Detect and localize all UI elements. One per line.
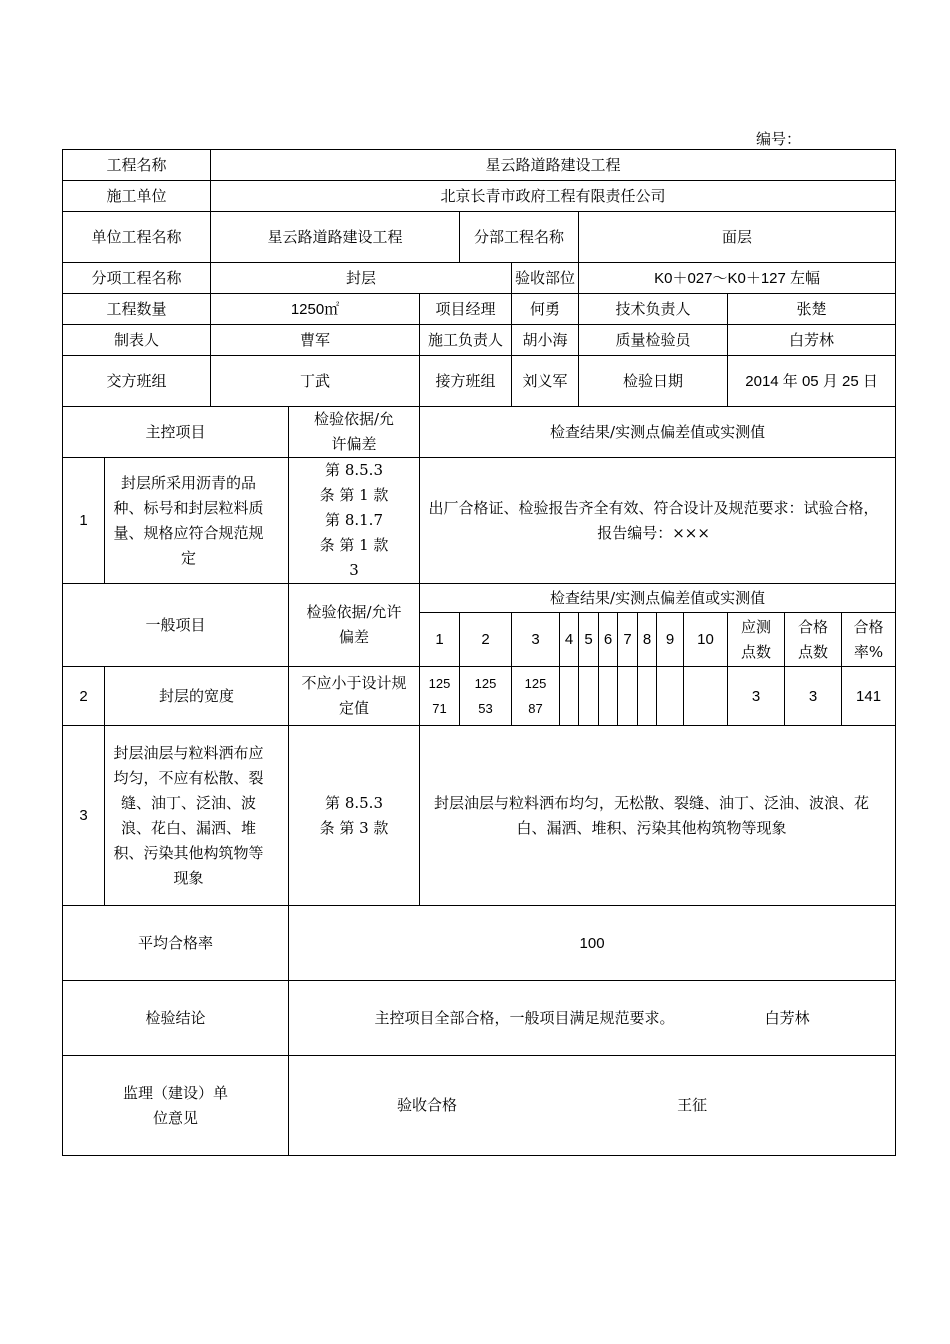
- row-supervision: [63, 1056, 896, 1156]
- supervision-signature: 王征: [677, 1096, 708, 1114]
- conclusion-label: 检验结论: [63, 981, 289, 1056]
- point-10-header: 10: [684, 613, 728, 667]
- supervision-cell: [289, 1056, 896, 1156]
- row-average-rate: [63, 906, 896, 981]
- row-item-2: [63, 667, 896, 726]
- quality-inspector-value: 白芳林: [728, 325, 896, 356]
- item-2-point-3: 125 87: [512, 667, 560, 726]
- point-6-header: 6: [599, 613, 618, 667]
- site-lead-value: 胡小海: [512, 325, 579, 356]
- conclusion-cell: [289, 981, 896, 1056]
- location-value: K0＋027～K0＋127 左幅: [579, 263, 896, 294]
- item-1-result: 出厂合格证、检验报告齐全有效、符合设计及规范要求：试验合格，报告编号：×××: [420, 458, 896, 584]
- item-2-description: 封层的宽度: [105, 667, 289, 726]
- serial-number-label: 编号：: [756, 130, 802, 148]
- project-manager-value: 何勇: [512, 294, 579, 325]
- point-4-header: 4: [560, 613, 579, 667]
- general-label: 一般项目: [63, 584, 289, 667]
- inspection-date-label: 检验日期: [579, 356, 728, 407]
- tech-lead-value: 张楚: [728, 294, 896, 325]
- main-basis-label: 检验依据/允许偏差: [289, 407, 420, 458]
- pass-points-label: 合格点数: [785, 613, 842, 667]
- row-conclusion: [63, 981, 896, 1056]
- row-item-project: [63, 263, 896, 294]
- handover-team-label: 交方班组: [63, 356, 211, 407]
- contractor-label: 施工单位: [63, 181, 211, 212]
- conclusion-text: 主控项目全部合格，一般项目满足规范要求。: [374, 1008, 675, 1027]
- tech-lead-label: 技术负责人: [579, 294, 728, 325]
- quantity-value: 1250㎡: [211, 294, 420, 325]
- item-2-point-1: 125 71: [420, 667, 460, 726]
- handover-team-value: 丁武: [211, 356, 420, 407]
- point-9-header: 9: [657, 613, 684, 667]
- item-1-description: 封层所采用沥青的品种、标号和封层粒料质量、规格应符合规范规定: [105, 458, 289, 584]
- inspection-date-value: 2014 年 05 月 25 日: [728, 356, 896, 407]
- point-1-header: 1: [420, 613, 460, 667]
- quantity-label: 工程数量: [63, 294, 211, 325]
- row-shift: [63, 356, 896, 407]
- general-result-label: 检查结果/实测点偏差值或实测值: [420, 584, 896, 613]
- item-2-pass-rate: 141: [842, 667, 896, 726]
- point-8-header: 8: [638, 613, 657, 667]
- item-2-point-6: [599, 667, 618, 726]
- maker-value: 曹军: [211, 325, 420, 356]
- average-rate-value: 100: [289, 906, 896, 981]
- contractor-value: 北京长青市政府工程有限责任公司: [211, 181, 896, 212]
- project-name-value: 星云路道路建设工程: [211, 150, 896, 181]
- row-staff: [63, 325, 896, 356]
- row-project-name: [63, 150, 896, 181]
- sub-project-label: 分部工程名称: [460, 212, 579, 263]
- row-general-header-top: [63, 584, 896, 613]
- row-contractor: [63, 181, 896, 212]
- site-lead-label: 施工负责人: [420, 325, 512, 356]
- project-name-label: 工程名称: [63, 150, 211, 181]
- point-7-header: 7: [618, 613, 638, 667]
- supervision-opinion: 验收合格: [397, 1096, 458, 1114]
- item-2-point-8: [638, 667, 657, 726]
- unit-project-label: 单位工程名称: [63, 212, 211, 263]
- item-2-point-2: 125 53: [460, 667, 512, 726]
- item-2-point-7: [618, 667, 638, 726]
- receiving-team-value: 刘义军: [512, 356, 579, 407]
- item-3-description: 封层油层与粒料洒布应均匀，不应有松散、裂缝、油丁、泛油、波浪、花白、漏洒、堆积、污染其他构筑物等现象: [105, 726, 289, 906]
- inspection-form-table: [62, 149, 896, 1156]
- row-quantity: [63, 294, 896, 325]
- pass-rate-label: 合格率%: [842, 613, 896, 667]
- should-points-label: 应测点数: [728, 613, 785, 667]
- receiving-team-label: 接方班组: [420, 356, 512, 407]
- item-3-number: 3: [63, 726, 105, 906]
- point-5-header: 5: [579, 613, 599, 667]
- main-result-label: 检查结果/实测点偏差值或实测值: [420, 407, 896, 458]
- row-unit-project: [63, 212, 896, 263]
- quality-inspector-label: 质量检验员: [579, 325, 728, 356]
- item-project-value: 封层: [211, 263, 512, 294]
- average-rate-label: 平均合格率: [63, 906, 289, 981]
- conclusion-signature: 白芳林: [764, 1008, 810, 1027]
- location-label: 验收部位: [512, 263, 579, 294]
- item-3-result: 封层油层与粒料洒布均匀，无松散、裂缝、油丁、泛油、波浪、花白、漏洒、堆积、污染其他构筑物等现象: [420, 726, 896, 906]
- item-project-label: 分项工程名称: [63, 263, 211, 294]
- row-item-3: [63, 726, 896, 906]
- item-1-number: 1: [63, 458, 105, 584]
- item-2-basis: 不应小于设计规定值: [289, 667, 420, 726]
- item-1-basis: 第 8.5.3 条 第 1 款 第 8.1.7 条 第 1 款 3: [289, 458, 420, 584]
- project-manager-label: 项目经理: [420, 294, 512, 325]
- unit-project-value: 星云路道路建设工程: [211, 212, 460, 263]
- general-basis-label: 检验依据/允许偏差: [289, 584, 420, 667]
- sub-project-value: 面层: [579, 212, 896, 263]
- item-2-should-points: 3: [728, 667, 785, 726]
- maker-label: 制表人: [63, 325, 211, 356]
- point-2-header: 2: [460, 613, 512, 667]
- supervision-label: 监理（建设）单位意见: [63, 1056, 289, 1156]
- item-2-point-10: [684, 667, 728, 726]
- main-control-label: 主控项目: [63, 407, 289, 458]
- point-3-header: 3: [512, 613, 560, 667]
- item-2-number: 2: [63, 667, 105, 726]
- row-main-control-header: [63, 407, 896, 458]
- item-2-point-4: [560, 667, 579, 726]
- row-item-1: [63, 458, 896, 584]
- item-3-basis: 第 8.5.3 条 第 3 款: [289, 726, 420, 906]
- item-2-pass-points: 3: [785, 667, 842, 726]
- item-2-point-9: [657, 667, 684, 726]
- item-2-point-5: [579, 667, 599, 726]
